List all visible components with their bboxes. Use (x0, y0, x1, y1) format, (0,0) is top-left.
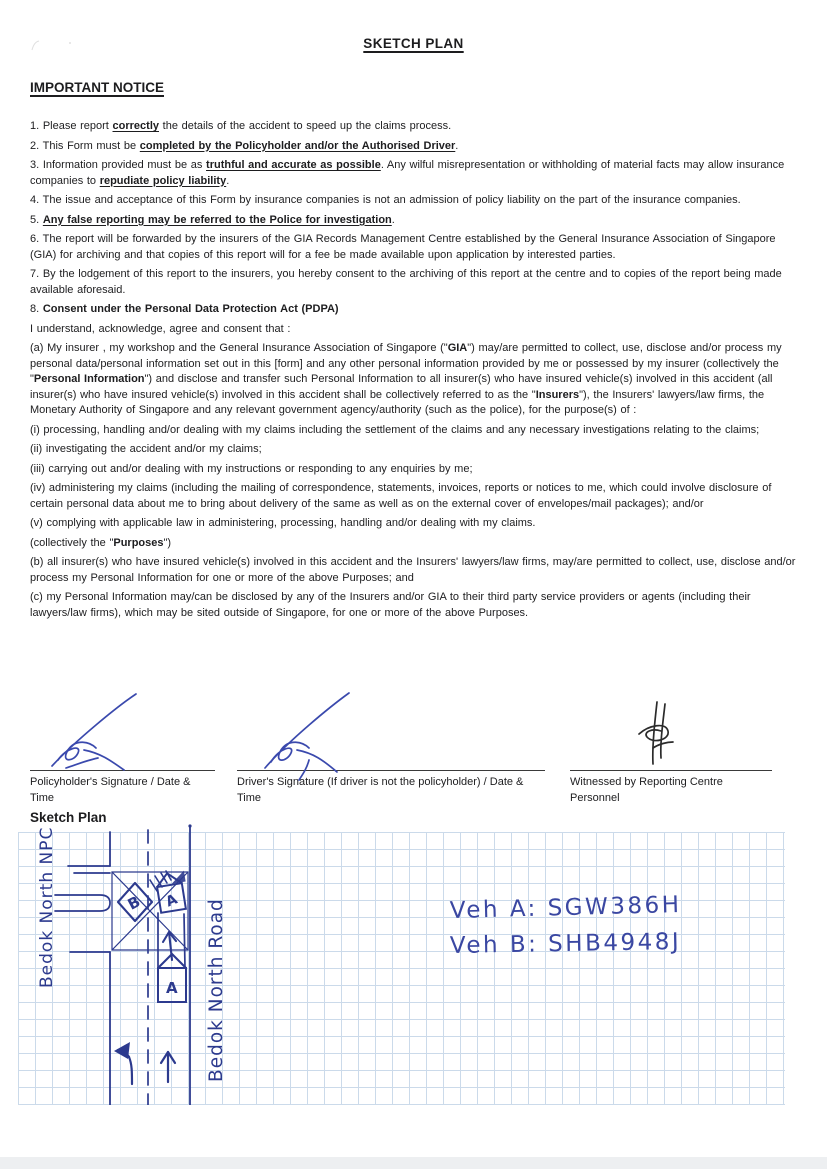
notice-paragraph: (iv) administering my claims (including the mailing of correspondence, statements, invoices, reports or notices to me, which could involve disclosure of certain personal data about me to bring about delivery of the same as well as on the external cover of envelopes/mail packages); and/or (30, 482, 772, 510)
notice-paragraph: 8. Consent under the Personal Data Protection Act (PDPA) (30, 303, 339, 315)
witness-signature-stroke (625, 698, 695, 774)
driver-signature-label: Driver's Signature (If driver is not the policyholder) / Date & Time (237, 776, 524, 804)
witness-signature-label: Witnessed by Reporting Centre Personnel (570, 776, 723, 804)
vehicle-b-letter: B (124, 892, 144, 914)
witness-signature-block (570, 692, 772, 806)
side-road-lines (55, 866, 110, 952)
page-title: SKETCH PLAN (363, 36, 464, 51)
policyholder-signature-label: Policyholder's Signature / Date & Time (30, 776, 191, 804)
notice-paragraph: (a) My insurer , my workshop and the General Insurance Association of Singapore ("GIA") may/are permitted to collect, use, disclose and/or process my personal data/personal information set out in this [form] and any other personal information provided by me or possessed by my insurer (collectively the "Personal Information") and disclose and transfer such Personal Information to all insurer(s) who have insured vehicle(s) involved in this accident (all insurer(s) who have insured vehicle(s) involved in this accident shall be collectively referred to as the "Insurers"), the Insurers' lawyers/law firms, the Monetary Authority of Singapore and any relevant government agency/authority (such as the police), for the purpose(s) of : (30, 342, 782, 416)
lane-arrows (114, 1042, 175, 1084)
vehicle-a-path (158, 913, 185, 968)
policyholder-signature-block (30, 692, 215, 806)
vehicle-a-collision-mark (155, 871, 190, 913)
left-road-label: Bedok North NPC (37, 826, 57, 988)
notice-paragraph: 2. This Form must be completed by the Policyholder and/or the Authorised Driver. (30, 139, 459, 152)
driver-signature-block (237, 692, 545, 806)
important-notice-heading: IMPORTANT NOTICE (30, 80, 164, 95)
sketch-drawing (18, 818, 785, 1105)
notice-paragraph: (iii) carrying out and/or dealing with my instructions or responding to any enquiries by me; (30, 462, 473, 475)
notice-paragraph: 7. By the lodgement of this report to the insurers, you hereby consent to the archiving of this report at the centre and to copies of the report being made available aforesaid. (30, 268, 782, 296)
vehicle-b-mark (118, 883, 152, 921)
notice-paragraph: 1. Please report correctly the details of the accident to speed up the claims process. (30, 120, 452, 132)
notice-paragraph: 5. Any false reporting may be referred to the Police for investigation. (30, 213, 395, 226)
vehicle-b-note: Veh B: SHB4948J (449, 928, 682, 959)
vehicle-a-note: Veh A: SGW386H (449, 891, 682, 924)
notice-paragraph: (i) processing, handling and/or dealing with my claims including the settlement of the claims and any necessary investigations relating to the claims; (30, 423, 760, 436)
notice-paragraph: (c) my Personal Information may/can be disclosed by any of the Insurers and/or GIA to their third party service providers or agents (including their lawyers/law firms), which may be sited outside of Singapore, for one or more of the above Purposes. (30, 591, 751, 619)
notice-paragraph: (v) complying with applicable law in administering, processing, handling and/or dealing with my claims. (30, 517, 536, 529)
notice-paragraph: 3. Information provided must be as truthful and accurate as possible. Any wilful misrepresentation or withholding of material facts may allow insurance companies to repudiate policy liability. (30, 159, 785, 187)
sketch-plan-heading: Sketch Plan (30, 810, 107, 825)
notice-paragraph: (ii) investigating the accident and/or my claims; (30, 443, 262, 455)
vehicle-a-letter-2: A (166, 979, 178, 997)
notice-paragraph: I understand, acknowledge, agree and consent that : (30, 322, 291, 335)
notice-paragraph: (collectively the "Purposes") (30, 536, 172, 549)
notice-paragraph: 6. The report will be forwarded by the insurers of the GIA Records Management Centre established by the General Insurance Association of Singapore (GIA) for archiving and that copies of this report will for a fee be made available upon application by interested parties. (30, 233, 776, 261)
policyholder-signature-stroke (38, 692, 168, 784)
important-notice-section (30, 80, 797, 625)
scan-bottom-edge (0, 1157, 827, 1169)
notice-paragraph: 4. The issue and acceptance of this Form by insurance companies is not an admission of policy liability on the part of the insurance companies. (30, 194, 741, 206)
driver-signature-stroke (249, 690, 389, 782)
vehicle-a-start-mark (158, 954, 186, 1002)
notice-paragraphs (30, 119, 797, 621)
vehicle-a-letter: A (163, 891, 180, 911)
main-road-label: Bedok North Road (206, 898, 227, 1082)
notice-paragraph: (b) all insurer(s) who have insured vehicle(s) involved in this accident and the Insurers' lawyers/law firms, may/are permitted to collect, use, disclose and/or process my Personal Information for one or more of the above Purposes; and (30, 556, 796, 584)
road-lines (110, 824, 192, 1105)
